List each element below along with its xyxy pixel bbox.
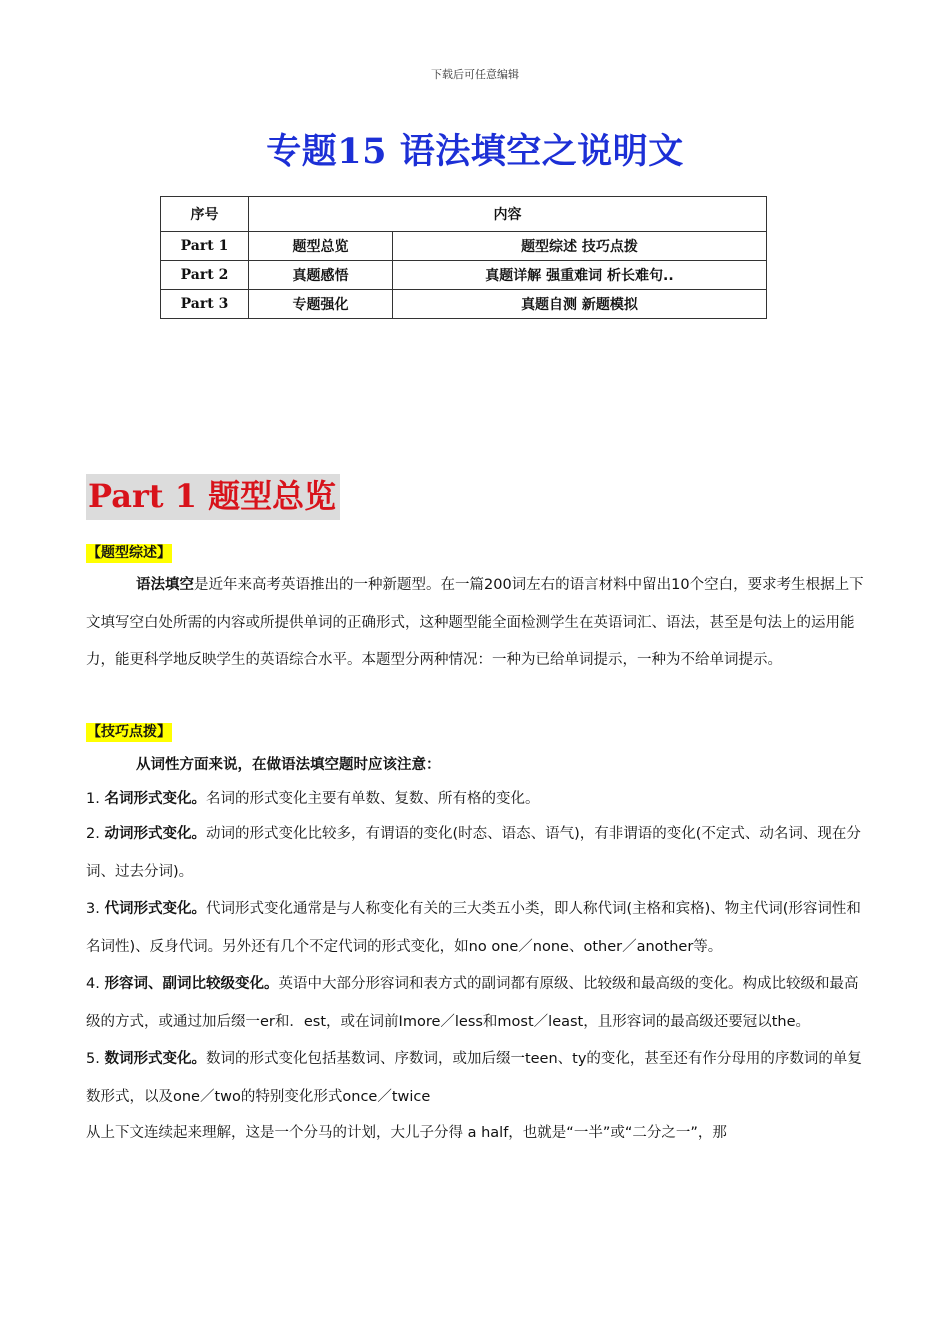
- closing-line: 从上下文连续起来理解，这是一个分马的计划，大儿子分得 a half，也就是“一半”或“二分之一”，那: [86, 1125, 727, 1141]
- table-row: [161, 290, 767, 319]
- list-item: [86, 1041, 868, 1116]
- row-name: 题型总览: [249, 232, 393, 261]
- header-index: 序号: [161, 197, 249, 232]
- item-text: 数词的形式变化包括基数词、序数词，或加后缀一teen、ty的变化，甚至还有作分母用的序数词的单复数形式，以及one／two的特别变化形式once／twice: [86, 1051, 862, 1105]
- table-header-row: [161, 197, 767, 232]
- row-part: Part 1: [161, 232, 249, 261]
- row-part: Part 3: [161, 290, 249, 319]
- part1-heading: Part 1 题型总览: [86, 474, 340, 520]
- list-item: [86, 782, 868, 816]
- table-row: [161, 232, 767, 261]
- overview-term: 语法填空: [136, 577, 194, 593]
- row-name: 专题强化: [249, 290, 393, 319]
- header-content: 内容: [249, 197, 767, 232]
- item-number: 3.: [86, 901, 105, 917]
- header-note: 下载后可任意编辑: [431, 68, 519, 81]
- item-text: 动词的形式变化比较多，有谓语的变化(时态、语态、语气)，有非谓语的变化(不定式、动名词、现在分词、过去分词)。: [86, 826, 861, 880]
- item-number: 1.: [86, 791, 105, 807]
- overview-paragraph: [86, 567, 868, 680]
- section-tag-tips: 【技巧点拨】: [87, 724, 171, 740]
- item-heading: 名词形式变化。: [104, 791, 206, 807]
- tips-body: [86, 748, 868, 1150]
- list-item: [86, 816, 868, 891]
- row-content: 真题详解 强重难词 析长难句..: [393, 261, 767, 290]
- list-item: [86, 891, 868, 966]
- item-number: 4.: [86, 976, 105, 992]
- row-content: 题型综述 技巧点拨: [393, 232, 767, 261]
- item-heading: 动词形式变化。: [104, 826, 206, 842]
- item-text: 名词的形式变化主要有单数、复数、所有格的变化。: [205, 791, 540, 807]
- row-content: 真题自测 新题模拟: [393, 290, 767, 319]
- list-item: [86, 966, 868, 1041]
- row-part: Part 2: [161, 261, 249, 290]
- section-tag-overview: 【题型综述】: [87, 545, 171, 561]
- item-text: 英语中大部分形容词和表方式的副词都有原级、比较级和最高级的变化。构成比较级和最高级的方式，或通过加后缀一er和．est，或在词前Imore／less和most／least，且形容词的最高级还要冠以the。: [86, 976, 859, 1030]
- tips-intro: 从词性方面来说，在做语法填空题时应该注意：: [136, 757, 441, 773]
- item-heading: 代词形式变化。: [104, 901, 206, 917]
- item-heading: 数词形式变化。: [104, 1051, 206, 1067]
- item-text: 代词形式变化通常是与人称变化有关的三大类五小类，即人称代词(主格和宾格)、物主代词(形容词性和名词性)、反身代词。另外还有几个不定代词的形式变化，如no one／none、other／another等。: [86, 901, 861, 955]
- document-title: 专题15 语法填空之说明文: [266, 131, 684, 172]
- row-name: 真题感悟: [249, 261, 393, 290]
- table-row: [161, 261, 767, 290]
- overview-text: 是近年来高考英语推出的一种新题型。在一篇200词左右的语言材料中留出10个空白，要求考生根据上下文填写空白处所需的内容或所提供单词的正确形式，这种题型能全面检测学生在英语词汇、语法，甚至是句法上的运用能力，能更科学地反映学生的英语综合水平。本题型分两种情况：一种为已给单词提示，一种为不给单词提示。: [86, 577, 864, 668]
- item-heading: 形容词、副词比较级变化。: [104, 976, 279, 992]
- contents-table: [160, 196, 767, 319]
- item-number: 2.: [86, 826, 105, 842]
- item-number: 5.: [86, 1051, 105, 1067]
